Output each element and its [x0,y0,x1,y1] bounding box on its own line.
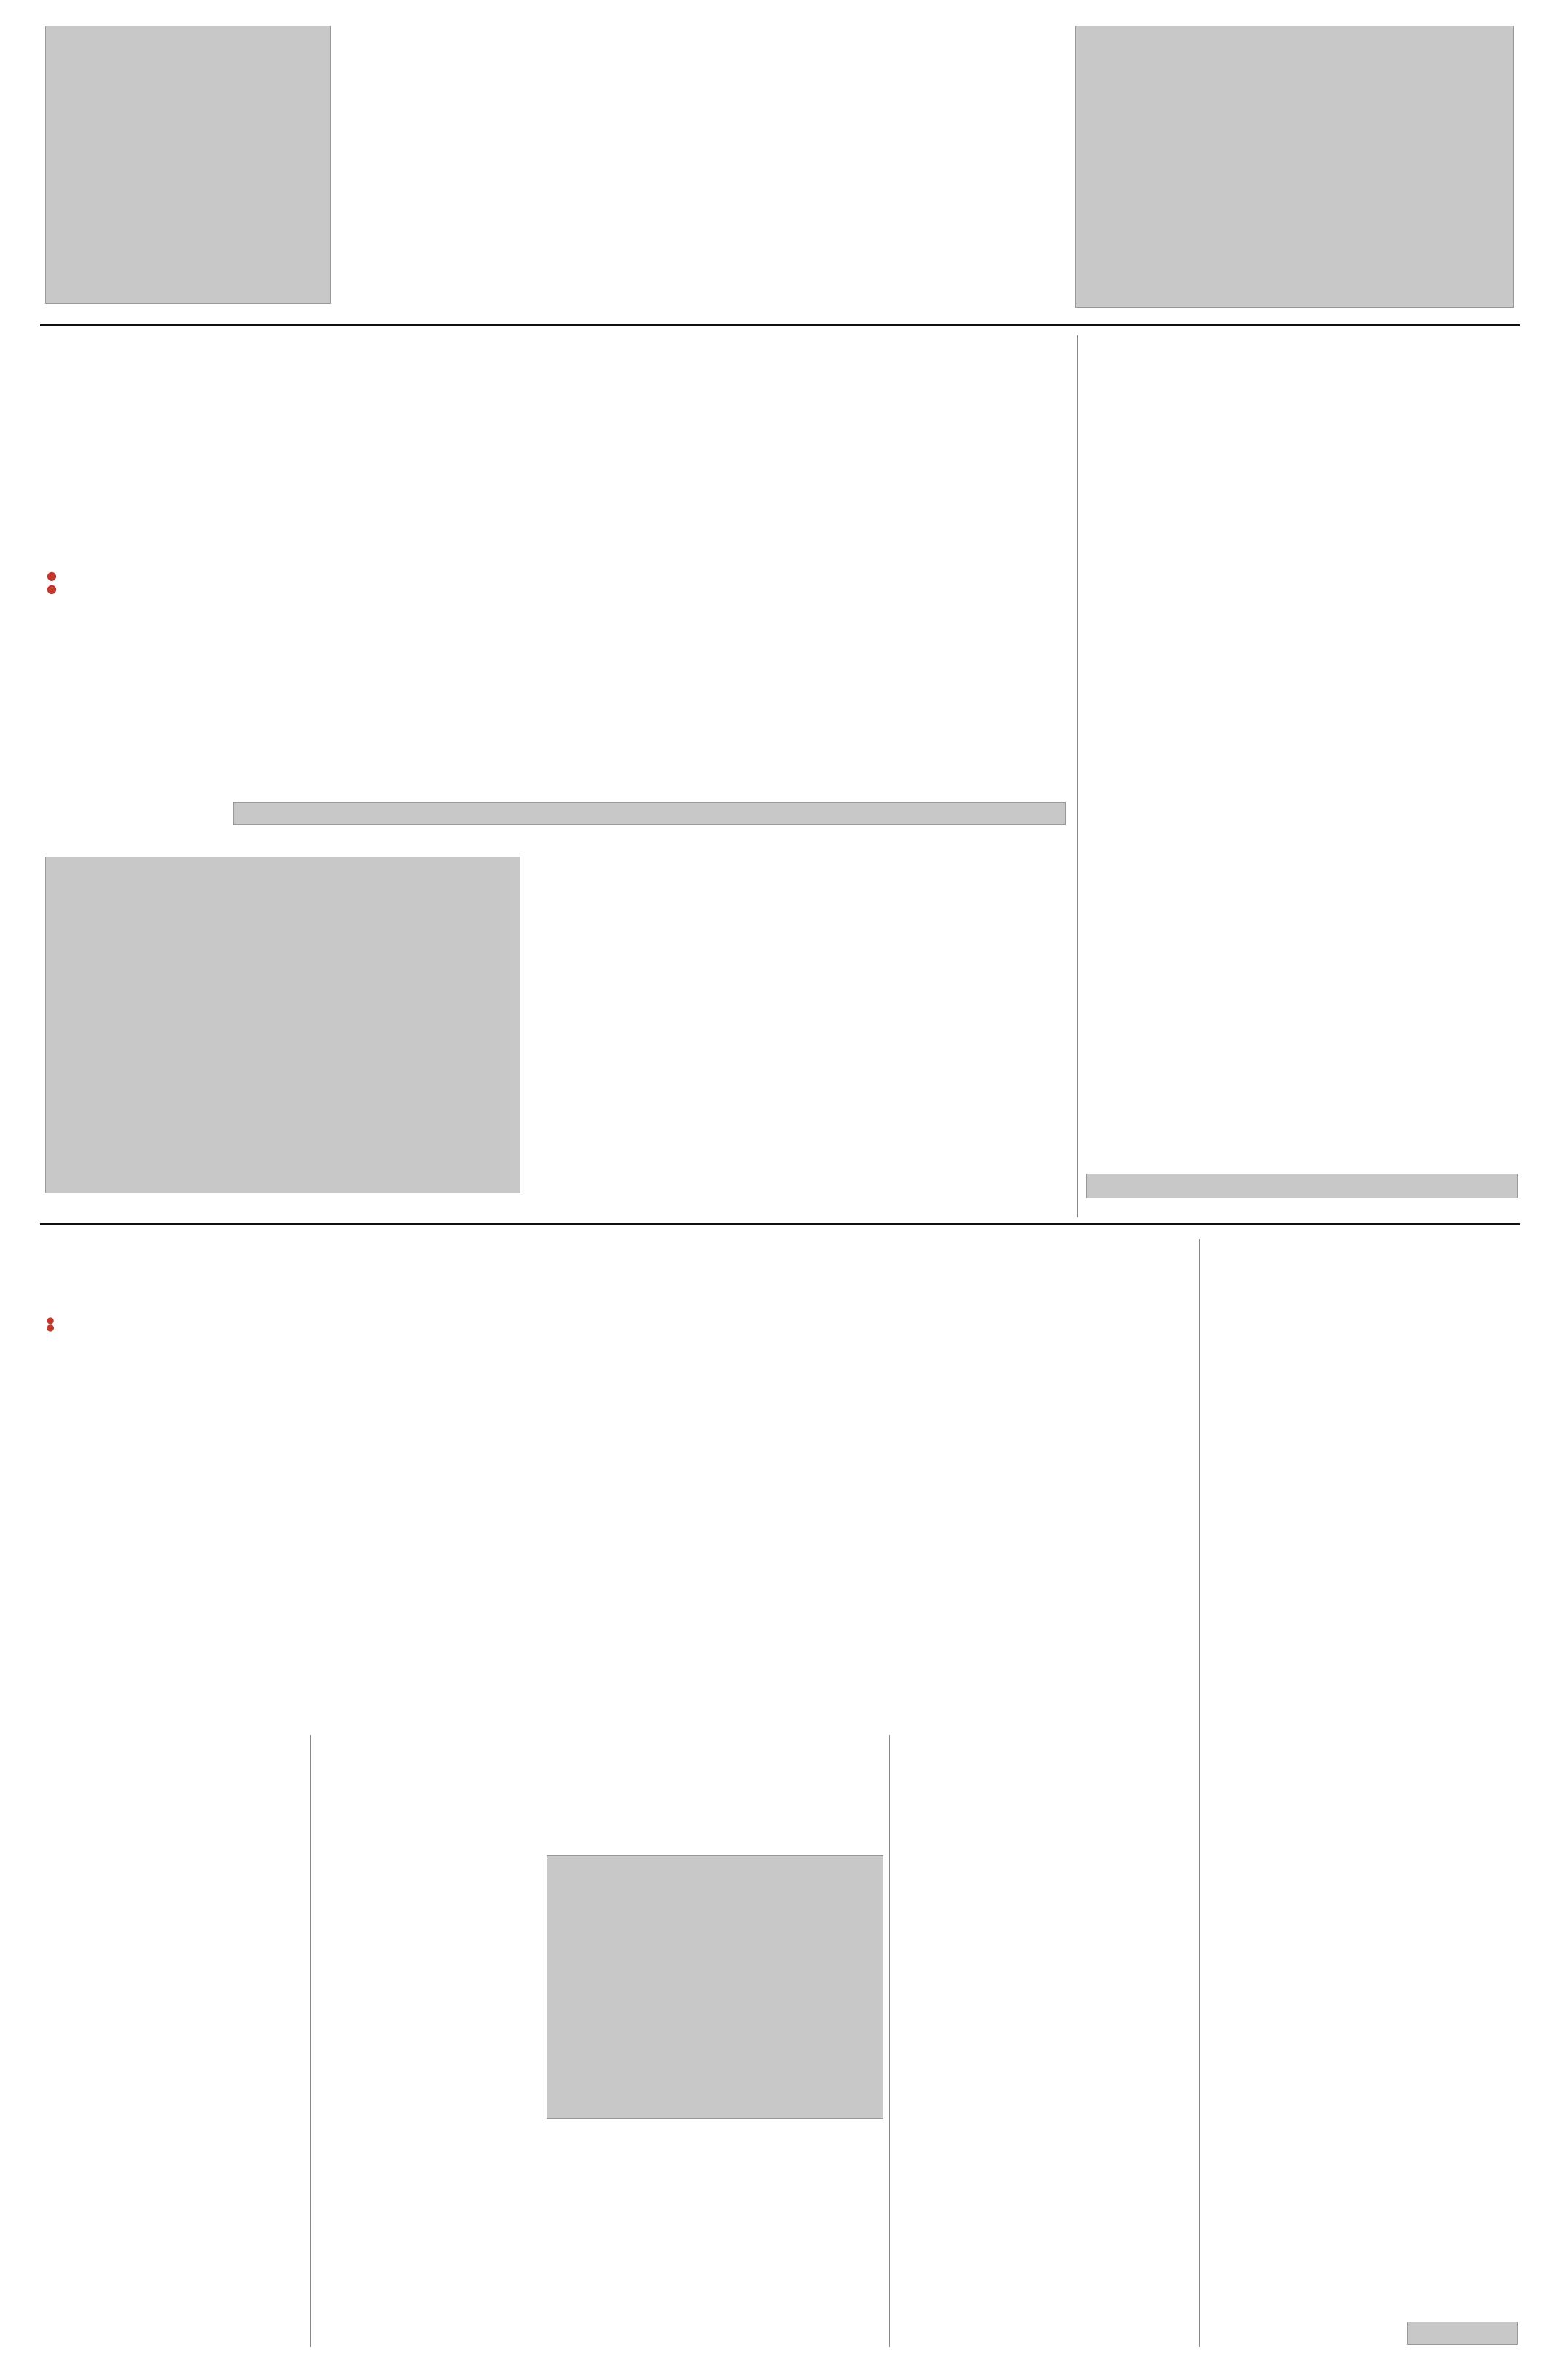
bottom-center-photo [547,1855,883,2119]
column-divider [1077,335,1078,1217]
corridor-story-body [47,1808,298,2347]
rules-story-body [897,1855,1195,2347]
land-story-column-2 [321,2136,882,2347]
column-divider [1199,1239,1200,2347]
lead-column-3 [685,490,1064,665]
right-story-column-2 [1316,446,1513,679]
section-rule [40,1223,1520,1225]
column-divider [310,1735,311,2347]
middle-left-photo [45,857,520,1193]
history-story-column-2 [795,988,1064,1221]
top-right-photo [1075,26,1514,308]
lead-bullet-list [47,569,243,582]
glucose-column-3 [583,1312,831,1713]
masthead-rule [40,324,1520,326]
middle-center-photo [233,802,1066,825]
glucose-bullet-list [47,1312,316,1319]
history-story-column-1 [532,988,784,1221]
top-left-brief-body [337,57,493,305]
guru-story-body [889,1298,1188,1604]
job-story-column-1 [1210,1451,1516,1684]
right-story-column-1 [1093,446,1305,679]
history-story-column-3 [795,853,1057,926]
bottom-right-photo [1407,2322,1518,2345]
lead-column-2 [372,490,674,665]
glucose-column-2 [324,1312,572,1713]
top-left-photo [45,26,331,304]
auto-story-body [1086,733,1516,1170]
column-divider [889,1735,890,2347]
middle-right-photo [1086,1174,1518,1198]
job-story-column-2 [1210,1684,1516,2063]
glucose-lead-text [47,1538,316,1713]
lead-column-1 [233,490,361,796]
